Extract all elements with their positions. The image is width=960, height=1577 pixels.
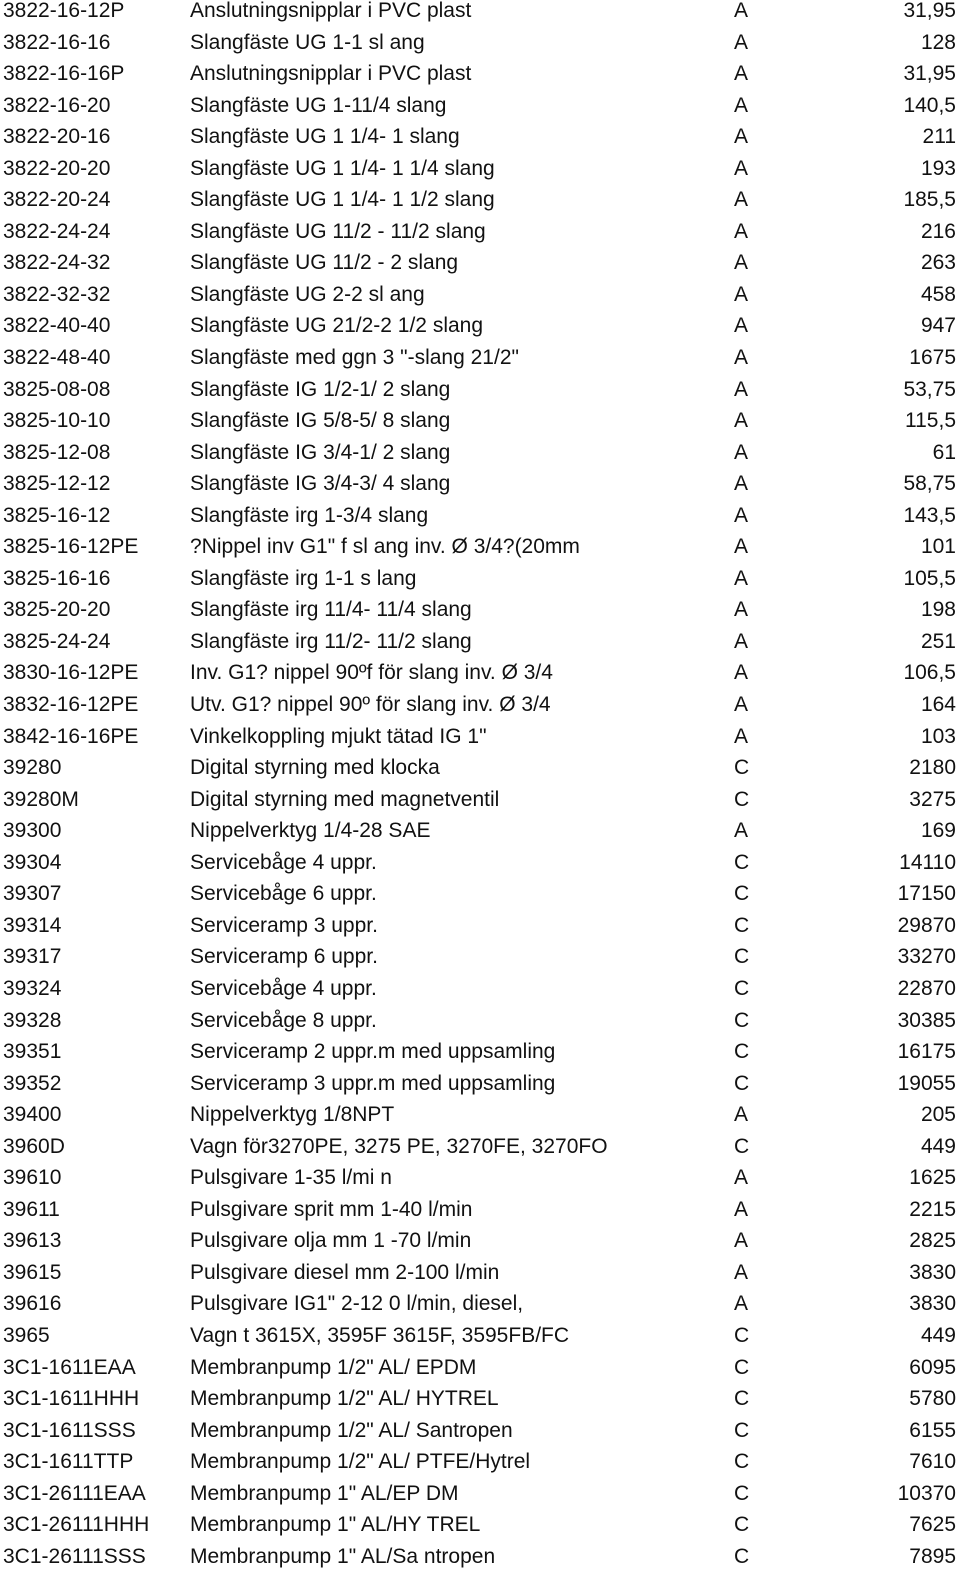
item-code: 3822-40-40 xyxy=(3,314,111,338)
price-row xyxy=(0,1546,960,1577)
item-description: Slangfäste irg 1-3/4 slang xyxy=(190,503,429,527)
item-class: C xyxy=(734,787,750,811)
item-code: 3822-48-40 xyxy=(3,346,111,370)
item-description: Membranpump 1/2" AL/ PTFE/Hytrel xyxy=(190,1450,531,1474)
item-class: C xyxy=(734,945,750,969)
price-row xyxy=(0,32,960,64)
item-description: Anslutningsnipplar i PVC plast xyxy=(190,62,472,86)
item-price: 947 xyxy=(920,314,956,338)
price-row xyxy=(0,1010,960,1042)
item-description: Pulsgivare 1-35 l/mi n xyxy=(190,1166,392,1190)
price-row xyxy=(0,95,960,127)
item-class: A xyxy=(734,1260,749,1284)
item-class: A xyxy=(734,661,749,685)
item-description: Nippelverktyg 1/4-28 SAE xyxy=(190,819,431,843)
item-code: 3825-20-20 xyxy=(3,598,111,622)
item-description: Vagn t 3615X, 3595F 3615F, 3595FB/FC xyxy=(190,1323,570,1347)
item-code: 39300 xyxy=(3,819,62,843)
item-code: 3830-16-12PE xyxy=(3,661,139,685)
item-price: 2215 xyxy=(909,1197,956,1221)
price-row xyxy=(0,379,960,411)
item-code: 3C1-1611HHH xyxy=(3,1387,140,1411)
price-row xyxy=(0,315,960,347)
item-code: 39613 xyxy=(3,1229,62,1253)
item-price: 61 xyxy=(932,440,956,464)
item-description: Slangfäste irg 11/4- 11/4 slang xyxy=(190,598,472,622)
item-code: 3822-24-32 xyxy=(3,251,111,275)
item-price: 30385 xyxy=(897,1008,956,1032)
item-code: 39611 xyxy=(3,1197,60,1221)
item-price: 101 xyxy=(920,535,956,559)
price-row xyxy=(0,189,960,221)
price-row xyxy=(0,599,960,631)
item-description: Anslutningsnipplar i PVC plast xyxy=(190,0,472,22)
item-description: Slangfäste IG 3/4-3/ 4 slang xyxy=(190,472,451,496)
item-description: Serviceramp 2 uppr.m med uppsamling xyxy=(190,1040,556,1064)
price-row xyxy=(0,1451,960,1483)
price-row xyxy=(0,1293,960,1325)
item-description: Slangfäste IG 1/2-1/ 2 slang xyxy=(190,377,451,401)
item-price: 16175 xyxy=(897,1040,956,1064)
price-row xyxy=(0,852,960,884)
item-code: 39304 xyxy=(3,850,62,874)
item-code: 3C1-26111SSS xyxy=(3,1544,146,1568)
price-row xyxy=(0,1420,960,1452)
item-code: 3825-12-08 xyxy=(3,440,111,464)
item-class: C xyxy=(734,756,750,780)
item-class: C xyxy=(734,976,750,1000)
item-description: Membranpump 1" AL/Sa ntropen xyxy=(190,1544,496,1568)
item-price: 143,5 xyxy=(903,503,956,527)
item-price: 33270 xyxy=(897,945,956,969)
item-price: 3830 xyxy=(909,1260,956,1284)
item-code: 39280 xyxy=(3,756,62,780)
price-row xyxy=(0,1325,960,1357)
item-code: 3822-16-16P xyxy=(3,62,125,86)
price-row xyxy=(0,158,960,190)
price-row xyxy=(0,63,960,95)
item-code: 3822-20-24 xyxy=(3,188,111,212)
item-description: Slangfäste irg 1-1 s lang xyxy=(190,566,417,590)
item-class: C xyxy=(734,1008,750,1032)
item-code: 3825-08-08 xyxy=(3,377,111,401)
item-price: 105,5 xyxy=(903,566,956,590)
item-price: 211 xyxy=(922,125,956,149)
item-class: C xyxy=(734,1355,750,1379)
item-class: A xyxy=(734,693,749,717)
item-class: A xyxy=(734,503,749,527)
item-price: 5780 xyxy=(909,1387,956,1411)
item-class: A xyxy=(734,188,749,212)
item-class: C xyxy=(734,882,750,906)
price-row xyxy=(0,1262,960,1294)
price-row xyxy=(0,1041,960,1073)
item-price: 193 xyxy=(920,156,956,180)
item-code: 3825-10-10 xyxy=(3,409,111,433)
item-description: Slangfäste irg 11/2- 11/2 slang xyxy=(190,629,472,653)
item-code: 3825-16-12 xyxy=(3,503,111,527)
item-price: 7625 xyxy=(909,1513,956,1537)
price-row xyxy=(0,1483,960,1515)
item-class: A xyxy=(734,219,749,243)
item-price: 1675 xyxy=(909,346,956,370)
item-class: A xyxy=(734,125,749,149)
item-price: 115,5 xyxy=(905,409,956,433)
item-price: 2180 xyxy=(909,756,956,780)
item-description: Utv. G1? nippel 90º för slang inv. Ø 3/4 xyxy=(190,693,551,717)
item-class: A xyxy=(734,346,749,370)
item-description: Digital styrning med klocka xyxy=(190,756,440,780)
item-price: 3830 xyxy=(909,1292,956,1316)
item-description: Pulsgivare IG1" 2-12 0 l/min, diesel, xyxy=(190,1292,524,1316)
item-code: 39400 xyxy=(3,1103,62,1127)
item-class: A xyxy=(734,566,749,590)
item-price: 22870 xyxy=(897,976,956,1000)
item-description: Servicebåge 6 uppr. xyxy=(190,882,377,906)
item-description: Membranpump 1/2" AL/ HYTREL xyxy=(190,1387,499,1411)
item-price: 2825 xyxy=(909,1229,956,1253)
item-price: 1625 xyxy=(909,1166,956,1190)
item-class: A xyxy=(734,156,749,180)
item-class: C xyxy=(734,1544,750,1568)
item-price: 3275 xyxy=(909,787,956,811)
price-row xyxy=(0,662,960,694)
item-class: A xyxy=(734,30,749,54)
item-code: 3965 xyxy=(3,1323,50,1347)
item-code: 3C1-1611EAA xyxy=(3,1355,136,1379)
item-class: A xyxy=(734,0,749,22)
item-class: A xyxy=(734,1166,749,1190)
item-description: ?Nippel inv G1" f sl ang inv. Ø 3/4?(20mm xyxy=(190,535,580,559)
item-class: C xyxy=(734,1418,750,1442)
item-code: 3822-24-24 xyxy=(3,219,111,243)
item-price: 58,75 xyxy=(903,472,956,496)
item-class: A xyxy=(734,535,749,559)
item-code: 3822-16-16 xyxy=(3,30,111,54)
item-code: 3C1-26111EAA xyxy=(3,1481,146,1505)
item-code: 3825-12-12 xyxy=(3,472,111,496)
price-row xyxy=(0,789,960,821)
item-price: 103 xyxy=(920,724,956,748)
item-code: 3832-16-12PE xyxy=(3,693,139,717)
item-price: 164 xyxy=(920,693,956,717)
price-row xyxy=(0,1357,960,1389)
price-row xyxy=(0,536,960,568)
item-code: 3960D xyxy=(3,1134,65,1158)
item-price: 7895 xyxy=(909,1544,956,1568)
item-class: A xyxy=(734,819,749,843)
item-price: 6095 xyxy=(909,1355,956,1379)
item-description: Servicebåge 8 uppr. xyxy=(190,1008,377,1032)
item-description: Slangfäste UG 2-2 sl ang xyxy=(190,282,425,306)
item-description: Slangfäste IG 3/4-1/ 2 slang xyxy=(190,440,451,464)
price-row xyxy=(0,820,960,852)
item-description: Digital styrning med magnetventil xyxy=(190,787,500,811)
item-description: Slangfäste UG 1-11/4 slang xyxy=(190,93,447,117)
price-row xyxy=(0,694,960,726)
item-description: Servicebåge 4 uppr. xyxy=(190,850,377,874)
item-description: Vagn för3270PE, 3275 PE, 3270FE, 3270FO xyxy=(190,1134,608,1158)
item-code: 3C1-26111HHH xyxy=(3,1513,150,1537)
item-description: Slangfäste UG 1 1/4- 1 slang xyxy=(190,125,460,149)
item-description: Slangfäste med ggn 3 "-slang 21/2" xyxy=(190,346,519,370)
price-row xyxy=(0,473,960,505)
price-row xyxy=(0,1073,960,1105)
item-class: C xyxy=(734,1040,750,1064)
item-price: 458 xyxy=(920,282,956,306)
price-row xyxy=(0,252,960,284)
item-description: Membranpump 1" AL/HY TREL xyxy=(190,1513,481,1537)
price-row xyxy=(0,757,960,789)
price-row xyxy=(0,915,960,947)
price-row xyxy=(0,1514,960,1546)
item-price: 449 xyxy=(920,1323,956,1347)
item-price: 205 xyxy=(920,1103,956,1127)
item-code: 39328 xyxy=(3,1008,62,1032)
item-price: 19055 xyxy=(897,1071,956,1095)
item-price: 53,75 xyxy=(903,377,956,401)
item-price: 6155 xyxy=(909,1418,956,1442)
price-row xyxy=(0,505,960,537)
price-row xyxy=(0,1388,960,1420)
price-row xyxy=(0,347,960,379)
item-price: 140,5 xyxy=(903,93,956,117)
item-price: 185,5 xyxy=(903,188,956,212)
item-description: Membranpump 1/2" AL/ Santropen xyxy=(190,1418,513,1442)
item-code: 39314 xyxy=(3,913,62,937)
item-price: 169 xyxy=(920,819,956,843)
item-price: 14110 xyxy=(899,850,956,874)
item-code: 39352 xyxy=(3,1071,62,1095)
item-code: 3822-20-16 xyxy=(3,125,111,149)
item-code: 39351 xyxy=(3,1040,62,1064)
item-description: Vinkelkoppling mjukt tätad IG 1" xyxy=(190,724,487,748)
price-row xyxy=(0,221,960,253)
item-price: 128 xyxy=(920,30,956,54)
item-description: Serviceramp 3 uppr. xyxy=(190,913,378,937)
item-price: 106,5 xyxy=(903,661,956,685)
item-code: 3822-20-20 xyxy=(3,156,111,180)
item-description: Slangfäste UG 11/2 - 2 slang xyxy=(190,251,459,275)
item-description: Slangfäste UG 1-1 sl ang xyxy=(190,30,425,54)
item-class: A xyxy=(734,93,749,117)
item-description: Slangfäste UG 1 1/4- 1 1/4 slang xyxy=(190,156,495,180)
item-description: Nippelverktyg 1/8NPT xyxy=(190,1103,395,1127)
item-class: A xyxy=(734,1229,749,1253)
price-row xyxy=(0,284,960,316)
item-code: 39615 xyxy=(3,1260,62,1284)
item-class: C xyxy=(734,1513,750,1537)
price-row xyxy=(0,1136,960,1168)
item-class: C xyxy=(734,1450,750,1474)
item-class: A xyxy=(734,1197,749,1221)
item-class: C xyxy=(734,850,750,874)
item-price: 29870 xyxy=(897,913,956,937)
item-code: 39307 xyxy=(3,882,62,906)
price-row xyxy=(0,1167,960,1199)
item-class: A xyxy=(734,1103,749,1127)
item-class: A xyxy=(734,724,749,748)
item-class: A xyxy=(734,472,749,496)
item-class: C xyxy=(734,1071,750,1095)
item-code: 3825-16-16 xyxy=(3,566,111,590)
item-class: C xyxy=(734,1481,750,1505)
item-price: 198 xyxy=(920,598,956,622)
item-description: Slangfäste UG 11/2 - 11/2 slang xyxy=(190,219,486,243)
price-row xyxy=(0,978,960,1010)
item-description: Pulsgivare sprit mm 1-40 l/min xyxy=(190,1197,473,1221)
item-description: Serviceramp 6 uppr. xyxy=(190,945,378,969)
item-price: 31,95 xyxy=(903,0,956,22)
item-code: 39610 xyxy=(3,1166,62,1190)
item-class: A xyxy=(734,440,749,464)
price-row xyxy=(0,946,960,978)
item-price: 449 xyxy=(920,1134,956,1158)
item-class: A xyxy=(734,251,749,275)
item-class: C xyxy=(734,1387,750,1411)
item-description: Slangfäste UG 1 1/4- 1 1/2 slang xyxy=(190,188,495,212)
item-class: C xyxy=(734,1134,750,1158)
item-class: A xyxy=(734,598,749,622)
item-price: 263 xyxy=(920,251,956,275)
item-price: 251 xyxy=(920,629,956,653)
item-code: 39280M xyxy=(3,787,79,811)
item-code: 3822-16-12P xyxy=(3,0,125,22)
item-price: 7610 xyxy=(909,1450,956,1474)
item-code: 39324 xyxy=(3,976,62,1000)
item-description: Inv. G1? nippel 90ºf för slang inv. Ø 3/4 xyxy=(190,661,553,685)
price-row xyxy=(0,0,960,32)
item-price: 17150 xyxy=(897,882,956,906)
item-description: Servicebåge 4 uppr. xyxy=(190,976,377,1000)
item-class: C xyxy=(734,1323,750,1347)
item-code: 3C1-1611SSS xyxy=(3,1418,136,1442)
price-row xyxy=(0,442,960,474)
item-code: 3822-32-32 xyxy=(3,282,111,306)
price-row xyxy=(0,126,960,158)
item-class: A xyxy=(734,377,749,401)
price-row xyxy=(0,410,960,442)
item-class: A xyxy=(734,1292,749,1316)
item-code: 3825-16-12PE xyxy=(3,535,139,559)
item-description: Slangfäste IG 5/8-5/ 8 slang xyxy=(190,409,451,433)
item-class: C xyxy=(734,913,750,937)
item-price: 31,95 xyxy=(903,62,956,86)
item-description: Pulsgivare diesel mm 2-100 l/min xyxy=(190,1260,500,1284)
item-code: 3822-16-20 xyxy=(3,93,111,117)
item-description: Membranpump 1/2" AL/ EPDM xyxy=(190,1355,477,1379)
price-row xyxy=(0,631,960,663)
item-description: Serviceramp 3 uppr.m med uppsamling xyxy=(190,1071,556,1095)
item-class: A xyxy=(734,314,749,338)
item-class: A xyxy=(734,282,749,306)
item-code: 39616 xyxy=(3,1292,62,1316)
price-row xyxy=(0,568,960,600)
item-description: Membranpump 1" AL/EP DM xyxy=(190,1481,459,1505)
price-row xyxy=(0,1199,960,1231)
price-row xyxy=(0,726,960,758)
item-class: A xyxy=(734,62,749,86)
price-row xyxy=(0,1230,960,1262)
price-row xyxy=(0,1104,960,1136)
item-code: 3825-24-24 xyxy=(3,629,111,653)
item-price: 216 xyxy=(920,219,956,243)
item-class: A xyxy=(734,629,749,653)
item-code: 3842-16-16PE xyxy=(3,724,139,748)
item-class: A xyxy=(734,409,749,433)
item-code: 39317 xyxy=(3,945,62,969)
item-description: Pulsgivare olja mm 1 -70 l/min xyxy=(190,1229,472,1253)
item-description: Slangfäste UG 21/2-2 1/2 slang xyxy=(190,314,484,338)
price-row xyxy=(0,883,960,915)
item-code: 3C1-1611TTP xyxy=(3,1450,134,1474)
item-price: 10370 xyxy=(897,1481,956,1505)
